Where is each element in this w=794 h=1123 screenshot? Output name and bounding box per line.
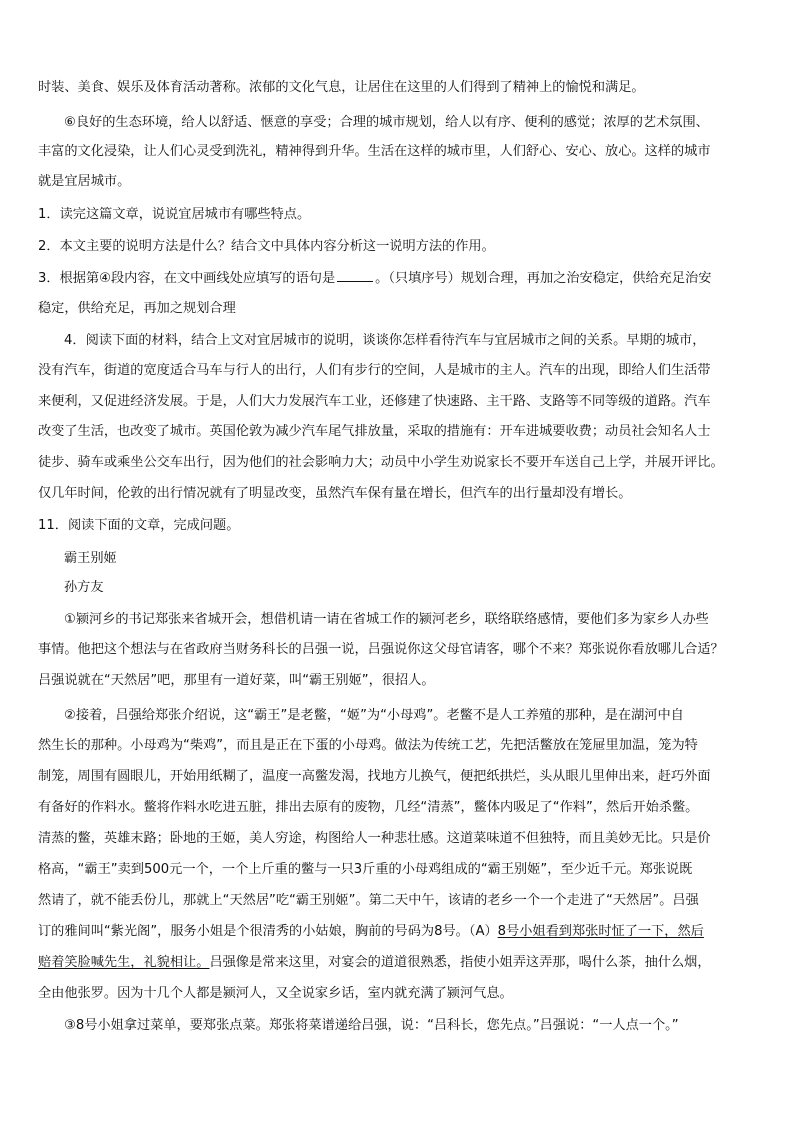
paragraph-line: 来便利，又促进经济发展。于是，人们大力发展汽车工业，还修建了快速路、主干路、支路等不同等级的道路。汽车: [38, 394, 711, 409]
paragraph-line: 事情。他把这个想法与在省政府当财务科长的吕强一说，吕强说你这父母官请客，哪个不来？郑张说你看放哪儿合适？: [38, 642, 724, 657]
paragraph-line: 吕强说就在“天然居”吧，那里有一道好菜，叫“霸王别姬”，很招人。: [38, 673, 435, 688]
paragraph-line: 然生长的那种。小母鸡为“柴鸡”，而且是正在下蛋的小母鸡。做法为传统工艺，先把活鳖放在笼屉里加温，笼为特: [38, 738, 698, 753]
underlined-sentence-a-cont: 赔着笑脸喊先生，礼貌相让。: [38, 955, 210, 970]
question-3-text: 3．根据第④段内容，在文中画线处应填写的语句是: [38, 271, 336, 286]
paragraph-line: 然请了，就不能丢份儿，那就上“天然居”吃“霸王别姬”。第二天中午，该请的老乡一个一个走进了“天然居”。吕强: [38, 893, 699, 908]
paragraph-3-line: ③8号小姐拿过菜单，要郑张点菜。郑张将菜谱递给吕强，说：“吕科长，您先点。”吕强说：“一人点一个。”: [64, 1018, 679, 1033]
article-author: 孙方友: [64, 580, 104, 595]
paragraph-line: 徒步、骑车或乘坐公交车出行，因为他们的社会影响力大；动员中小学生劝说家长不要开车送自己上学，并展开评比。: [38, 455, 724, 470]
question-1: 1．读完这篇文章，说说宜居城市有哪些特点。: [38, 207, 311, 222]
article-title: 霸王别姬: [64, 551, 117, 566]
paragraph-line: 就是宜居城市。: [38, 174, 131, 189]
paragraph-line: [38, 922, 704, 942]
paragraph-line: 全由他张罗。因为十几个人都是颍河人，又全说家乡话，室内就充满了颍河气息。: [38, 986, 513, 1001]
answer-blank: [337, 269, 373, 282]
paragraph-line: 丰富的文化浸染，让人们心灵受到洗礼，精神得到升华。生活在这样的城市里，人们舒心、安心、放心。这样的城市: [38, 144, 711, 159]
question-3-text-cont: 。（只填序号）规划合理，再加之治安稳定，供给充足治安: [375, 271, 712, 286]
line-text: 吕强像是常来这里，对宴会的道道很熟悉，指使小姐弄这弄那，喝什么茶，抽什么烟，: [209, 955, 711, 970]
paragraph-line: 制笼，周围有圆眼儿，开始用纸糊了，温度一高鳖发渴，找地方儿换气，便把纸拱烂，头从眼儿里伸出来，赶巧外面: [38, 769, 711, 784]
paragraph-line: [38, 953, 711, 973]
paragraph-line: 改变了生活，也改变了城市。英国伦敦为减少汽车尾气排放量，采取的措施有：开车进城要收费；动员社会知名人士: [38, 424, 711, 439]
question-11: 11．阅读下面的文章，完成问题。: [38, 518, 240, 533]
paragraph-line: 清蒸的鳖，英雄末路；卧地的王姬，美人穷途，构图给人一种悲壮感。这道菜味道不但独特，而且美妙无比。只是价: [38, 831, 711, 846]
paragraph-line: 有备好的作料水。鳖将作料水吃进五脏，排出去原有的废物，几经“清蒸”，鳖体内吸足了“作料”，然后开始杀鳖。: [38, 800, 699, 815]
question-3: [38, 269, 711, 289]
paragraph-line: 格高，“霸王”卖到500元一个，一个上斤重的鳖与一只3斤重的小母鸡组成的“霸王别姬”，至少近千元。郑张说既: [38, 862, 693, 877]
paragraph-line: 时装、美食、娱乐及体育活动著称。浓郁的文化气息，让居住在这里的人们得到了精神上的愉悦和满足。: [38, 80, 645, 95]
underlined-sentence-a: 8号小姐看到郑张时怔了一下，然后: [497, 924, 704, 939]
question-2: 2．本文主要的说明方法是什么？结合文中具体内容分析这一说明方法的作用。: [38, 239, 495, 254]
question-4: 4．阅读下面的材料，结合上文对宜居城市的说明，谈谈你怎样看待汽车与宜居城市之间的关系。早期的城市，: [64, 333, 706, 348]
paragraph-6-line: ⑥良好的生态环境，给人以舒适、惬意的享受；合理的城市规划，给人以有序、便利的感觉；浓厚的艺术氛围、: [64, 115, 709, 130]
paragraph-2-line: ②接着，吕强给郑张介绍说，这“霸王”是老鳖，“姬”为“小母鸡”。老鳖不是人工养殖的那种，是在湖河中自: [64, 708, 684, 723]
paragraph-line: 稳定，供给充足，再加之规划合理: [38, 301, 236, 316]
line-text: 订的雅间叫“紫光阁”，服务小姐是个很清秀的小姑娘，胸前的号码为8号。（A）: [38, 924, 498, 939]
paragraph-line: 没有汽车，街道的宽度适合马车与行人的出行，人们有步行的空间，人是城市的主人。汽车的出现，即给人们生活带: [38, 363, 711, 378]
paragraph-1-line: ①颍河乡的书记郑张来省城开会，想借机请一请在省城工作的颍河老乡，联络联络感情，要他们多为家乡人办些: [64, 612, 709, 627]
paragraph-line: 仅几年时间，伦敦的出行情况就有了明显改变，虽然汽车保有量在增长，但汽车的出行量却没有增长。: [38, 486, 632, 501]
